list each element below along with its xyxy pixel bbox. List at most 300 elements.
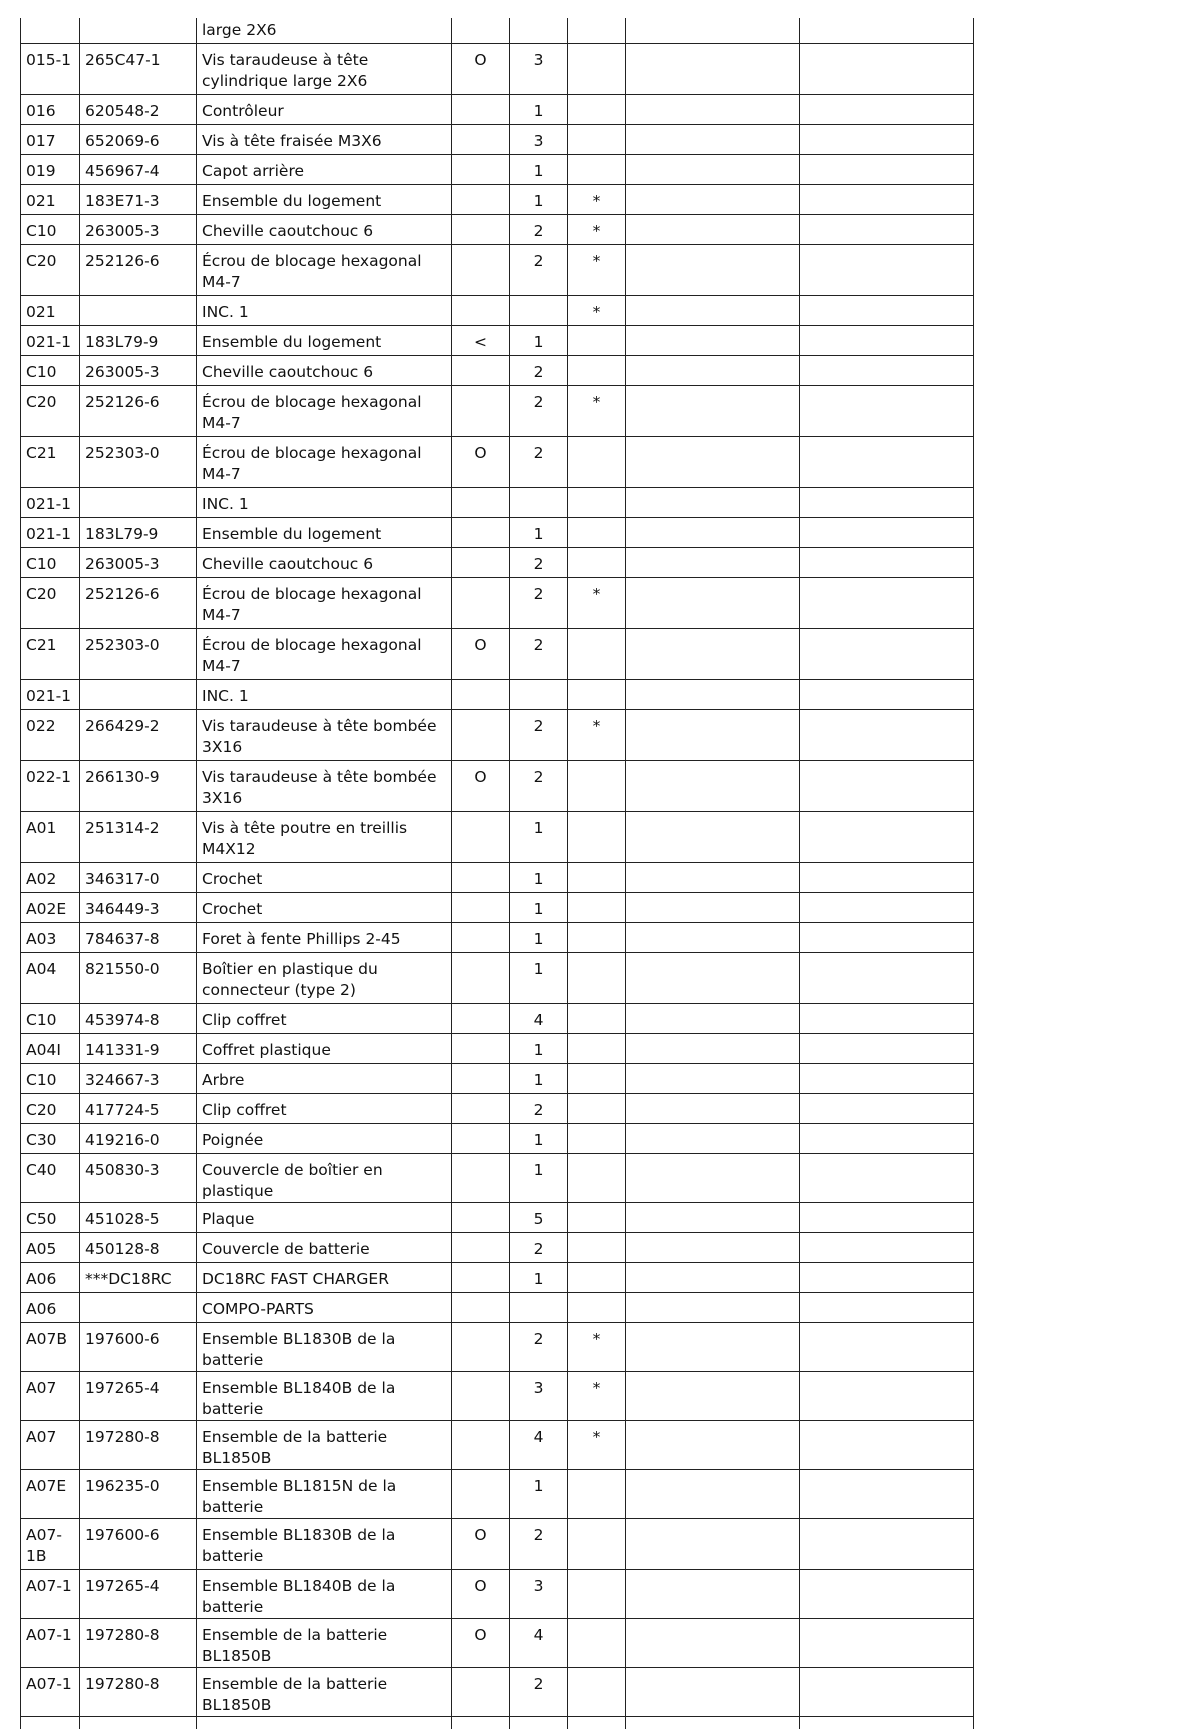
mark-cell [568,953,626,1004]
quantity-cell: 3 [510,1570,568,1619]
table-row [21,863,974,893]
mark-cell [568,437,626,488]
part-number-cell: 197265-4 [80,1372,197,1421]
quantity-cell: 1 [510,953,568,1004]
quantity-cell: 2 [510,386,568,437]
quantity-cell: 2 [510,215,568,245]
empty-cell-1 [626,680,800,710]
note-cell [452,578,510,629]
empty-cell-1 [626,356,800,386]
mark-cell [568,1124,626,1154]
table-row [21,1004,974,1034]
empty-cell-2 [800,488,974,518]
cut-off-cell [568,1717,626,1729]
mark-cell [568,1619,626,1668]
table-row [21,1233,974,1263]
mark-cell [568,18,626,44]
ref-cell: C50 [21,1203,80,1233]
quantity-cell: 4 [510,1421,568,1470]
ref-cell: C10 [21,215,80,245]
quantity-cell: 1 [510,893,568,923]
empty-cell-2 [800,155,974,185]
ref-cell: 022-1 [21,761,80,812]
empty-cell-2 [800,761,974,812]
part-number-cell: 450128-8 [80,1233,197,1263]
empty-cell-1 [626,953,800,1004]
quantity-cell: 1 [510,1263,568,1293]
description-cell: DC18RC FAST CHARGER [197,1263,452,1293]
empty-cell-2 [800,1619,974,1668]
part-number-cell: 197600-6 [80,1519,197,1570]
note-cell [452,245,510,296]
cut-off-cell [800,1717,974,1729]
empty-cell-1 [626,155,800,185]
ref-cell: A04 [21,953,80,1004]
ref-cell: 021-1 [21,680,80,710]
description-cell: Crochet [197,893,452,923]
quantity-cell: 1 [510,863,568,893]
mark-cell [568,680,626,710]
empty-cell-2 [800,680,974,710]
mark-cell [568,812,626,863]
ref-cell: A07 [21,1421,80,1470]
part-number-cell: 265C47-1 [80,44,197,95]
quantity-cell: 2 [510,1323,568,1372]
empty-cell-1 [626,1094,800,1124]
table-row [21,1372,974,1421]
description-cell: Foret à fente Phillips 2-45 [197,923,452,953]
empty-cell-2 [800,812,974,863]
part-number-cell: 252303-0 [80,437,197,488]
description-cell: Couvercle de boîtier en plastique [197,1154,452,1203]
empty-cell-2 [800,1323,974,1372]
empty-cell-2 [800,215,974,245]
ref-cell: A07-1 [21,1668,80,1717]
ref-cell: 021-1 [21,488,80,518]
ref-cell: A07 [21,1372,80,1421]
quantity-cell: 1 [510,1034,568,1064]
note-cell [452,356,510,386]
table-row [21,518,974,548]
empty-cell-1 [626,95,800,125]
table-row [21,185,974,215]
part-number-cell: 266429-2 [80,710,197,761]
table-row [21,437,974,488]
empty-cell-1 [626,1570,800,1619]
ref-cell: A02E [21,893,80,923]
table-row [21,629,974,680]
description-cell: Plaque [197,1203,452,1233]
empty-cell-2 [800,245,974,296]
cut-off-cell [626,1717,800,1729]
table-row-cut-off [21,1717,974,1729]
quantity-cell: 2 [510,548,568,578]
empty-cell-2 [800,1263,974,1293]
table-row [21,1323,974,1372]
part-number-cell: 252126-6 [80,245,197,296]
empty-cell-1 [626,1372,800,1421]
part-number-cell: 417724-5 [80,1094,197,1124]
description-cell: Couvercle de batterie [197,1233,452,1263]
empty-cell-1 [626,437,800,488]
note-cell [452,18,510,44]
table-row [21,1570,974,1619]
mark-cell [568,155,626,185]
empty-cell-2 [800,1372,974,1421]
table-row [21,125,974,155]
quantity-cell [510,18,568,44]
mark-cell [568,95,626,125]
mark-cell [568,356,626,386]
quantity-cell: 1 [510,518,568,548]
empty-cell-1 [626,1124,800,1154]
part-number-cell: 252126-6 [80,578,197,629]
mark-cell [568,629,626,680]
part-number-cell: 197280-8 [80,1668,197,1717]
empty-cell-1 [626,1004,800,1034]
note-cell [452,185,510,215]
empty-cell-2 [800,1233,974,1263]
empty-cell-2 [800,1470,974,1519]
mark-cell: * [568,296,626,326]
description-cell: Écrou de blocage hexagonal M4-7 [197,578,452,629]
quantity-cell [510,296,568,326]
empty-cell-2 [800,548,974,578]
table-row [21,488,974,518]
note-cell [452,518,510,548]
ref-cell: 022 [21,710,80,761]
note-cell [452,1323,510,1372]
description-cell: Ensemble du logement [197,518,452,548]
table-row [21,812,974,863]
quantity-cell: 2 [510,356,568,386]
empty-cell-2 [800,386,974,437]
ref-cell: C10 [21,356,80,386]
quantity-cell: 2 [510,578,568,629]
note-cell [452,680,510,710]
empty-cell-1 [626,488,800,518]
ref-cell: A06 [21,1293,80,1323]
empty-cell-2 [800,1034,974,1064]
note-cell [452,812,510,863]
note-cell: O [452,44,510,95]
mark-cell [568,44,626,95]
ref-cell: A03 [21,923,80,953]
ref-cell: A04I [21,1034,80,1064]
note-cell [452,1293,510,1323]
quantity-cell: 5 [510,1203,568,1233]
description-cell: Ensemble du logement [197,326,452,356]
ref-cell: A06 [21,1263,80,1293]
note-cell [452,1004,510,1034]
empty-cell-1 [626,548,800,578]
mark-cell: * [568,386,626,437]
quantity-cell: 1 [510,1064,568,1094]
quantity-cell [510,680,568,710]
note-cell: O [452,1570,510,1619]
table-row [21,923,974,953]
quantity-cell: 1 [510,923,568,953]
part-number-cell: 183E71-3 [80,185,197,215]
mark-cell [568,1233,626,1263]
ref-cell: A02 [21,863,80,893]
description-cell: Ensemble de la batterie BL1850B [197,1619,452,1668]
description-cell: Ensemble du logement [197,185,452,215]
ref-cell: C21 [21,437,80,488]
table-row [21,953,974,1004]
empty-cell-1 [626,1323,800,1372]
note-cell [452,95,510,125]
note-cell [452,1263,510,1293]
mark-cell [568,1519,626,1570]
ref-cell: C20 [21,245,80,296]
note-cell: < [452,326,510,356]
empty-cell-2 [800,710,974,761]
mark-cell [568,863,626,893]
empty-cell-2 [800,185,974,215]
empty-cell-2 [800,1668,974,1717]
empty-cell-1 [626,326,800,356]
empty-cell-1 [626,215,800,245]
table-row [21,761,974,812]
part-number-cell: 263005-3 [80,356,197,386]
table-row [21,155,974,185]
note-cell [452,1233,510,1263]
ref-cell [21,18,80,44]
quantity-cell: 1 [510,185,568,215]
part-number-cell: 419216-0 [80,1124,197,1154]
empty-cell-2 [800,18,974,44]
table-row [21,326,974,356]
note-cell [452,1124,510,1154]
empty-cell-2 [800,578,974,629]
description-cell: Cheville caoutchouc 6 [197,356,452,386]
quantity-cell: 1 [510,1470,568,1519]
mark-cell [568,1263,626,1293]
ref-cell: 021-1 [21,326,80,356]
part-number-cell: 141331-9 [80,1034,197,1064]
table-row [21,1154,974,1203]
note-cell: O [452,1619,510,1668]
empty-cell-2 [800,1004,974,1034]
ref-cell: C10 [21,1004,80,1034]
part-number-cell: 252303-0 [80,629,197,680]
note-cell [452,863,510,893]
ref-cell: A07-1 [21,1619,80,1668]
mark-cell [568,761,626,812]
mark-cell [568,1004,626,1034]
empty-cell-1 [626,245,800,296]
ref-cell: A01 [21,812,80,863]
quantity-cell: 1 [510,155,568,185]
mark-cell [568,1470,626,1519]
quantity-cell: 1 [510,1124,568,1154]
empty-cell-1 [626,578,800,629]
description-cell: Vis taraudeuse à tête cylindrique large 2X6 [197,44,452,95]
empty-cell-2 [800,95,974,125]
mark-cell [568,518,626,548]
part-number-cell: 197280-8 [80,1421,197,1470]
ref-cell: C30 [21,1124,80,1154]
mark-cell [568,326,626,356]
parts-table [20,18,974,1729]
part-number-cell [80,296,197,326]
quantity-cell: 3 [510,125,568,155]
cut-off-cell [452,1717,510,1729]
quantity-cell: 2 [510,245,568,296]
empty-cell-2 [800,1519,974,1570]
description-cell: Ensemble BL1815N de la batterie [197,1470,452,1519]
mark-cell: * [568,245,626,296]
description-cell: Coffret plastique [197,1034,452,1064]
empty-cell-2 [800,1293,974,1323]
table-row [21,95,974,125]
mark-cell: * [568,215,626,245]
mark-cell [568,125,626,155]
empty-cell-1 [626,125,800,155]
table-row [21,1470,974,1519]
part-number-cell [80,680,197,710]
ref-cell: A07B [21,1323,80,1372]
empty-cell-1 [626,1668,800,1717]
mark-cell [568,1203,626,1233]
table-row [21,18,974,44]
empty-cell-2 [800,1203,974,1233]
part-number-cell: 197280-8 [80,1619,197,1668]
ref-cell: C20 [21,386,80,437]
part-number-cell: 266130-9 [80,761,197,812]
description-cell: large 2X6 [197,18,452,44]
empty-cell-1 [626,923,800,953]
part-number-cell: ***DC18RC [80,1263,197,1293]
mark-cell [568,1094,626,1124]
quantity-cell: 2 [510,437,568,488]
description-cell: Ensemble BL1830B de la batterie [197,1519,452,1570]
description-cell: Écrou de blocage hexagonal M4-7 [197,386,452,437]
description-cell: Poignée [197,1124,452,1154]
empty-cell-2 [800,629,974,680]
cut-off-cell [21,1717,80,1729]
description-cell: Clip coffret [197,1094,452,1124]
quantity-cell [510,488,568,518]
ref-cell: A07E [21,1470,80,1519]
quantity-cell: 2 [510,710,568,761]
part-number-cell: 453974-8 [80,1004,197,1034]
description-cell: Arbre [197,1064,452,1094]
note-cell [452,1470,510,1519]
part-number-cell [80,18,197,44]
empty-cell-2 [800,437,974,488]
quantity-cell: 4 [510,1619,568,1668]
part-number-cell: 346317-0 [80,863,197,893]
table-row [21,1293,974,1323]
table-row [21,1094,974,1124]
description-cell: Vis taraudeuse à tête bombée 3X16 [197,761,452,812]
table-row [21,386,974,437]
quantity-cell: 2 [510,1094,568,1124]
empty-cell-1 [626,1519,800,1570]
note-cell [452,488,510,518]
mark-cell [568,1034,626,1064]
note-cell: O [452,761,510,812]
ref-cell: 021 [21,185,80,215]
empty-cell-2 [800,953,974,1004]
mark-cell: * [568,1372,626,1421]
description-cell: Ensemble de la batterie BL1850B [197,1421,452,1470]
mark-cell: * [568,710,626,761]
empty-cell-1 [626,386,800,437]
description-cell: INC. 1 [197,488,452,518]
ref-cell: 019 [21,155,80,185]
part-number-cell: 263005-3 [80,215,197,245]
note-cell [452,1203,510,1233]
table-row [21,1124,974,1154]
table-row [21,578,974,629]
table-row [21,44,974,95]
description-cell: Boîtier en plastique du connecteur (type 2) [197,953,452,1004]
empty-cell-2 [800,356,974,386]
quantity-cell: 2 [510,761,568,812]
table-row [21,1034,974,1064]
table-row [21,1668,974,1717]
mark-cell [568,893,626,923]
empty-cell-2 [800,326,974,356]
cut-off-cell [197,1717,452,1729]
empty-cell-1 [626,518,800,548]
empty-cell-1 [626,761,800,812]
ref-cell: 015-1 [21,44,80,95]
note-cell [452,953,510,1004]
cut-off-cell [80,1717,197,1729]
empty-cell-1 [626,1203,800,1233]
description-cell: INC. 1 [197,296,452,326]
note-cell [452,215,510,245]
empty-cell-2 [800,1064,974,1094]
quantity-cell: 2 [510,1519,568,1570]
note-cell [452,1094,510,1124]
description-cell: Contrôleur [197,95,452,125]
mark-cell: * [568,578,626,629]
quantity-cell: 1 [510,1154,568,1203]
mark-cell: * [568,185,626,215]
part-number-cell: 251314-2 [80,812,197,863]
description-cell: COMPO-PARTS [197,1293,452,1323]
table-row [21,1263,974,1293]
empty-cell-1 [626,812,800,863]
note-cell [452,548,510,578]
ref-cell: 016 [21,95,80,125]
quantity-cell: 2 [510,1668,568,1717]
description-cell: Ensemble de la batterie BL1850B [197,1668,452,1717]
ref-cell: 021-1 [21,518,80,548]
empty-cell-2 [800,863,974,893]
empty-cell-1 [626,296,800,326]
part-number-cell: 451028-5 [80,1203,197,1233]
table-row [21,680,974,710]
empty-cell-1 [626,1064,800,1094]
empty-cell-1 [626,1293,800,1323]
empty-cell-1 [626,893,800,923]
empty-cell-2 [800,125,974,155]
empty-cell-2 [800,1570,974,1619]
empty-cell-1 [626,863,800,893]
quantity-cell: 1 [510,812,568,863]
table-row [21,893,974,923]
empty-cell-1 [626,1233,800,1263]
part-number-cell [80,1293,197,1323]
empty-cell-2 [800,1154,974,1203]
quantity-cell: 2 [510,629,568,680]
